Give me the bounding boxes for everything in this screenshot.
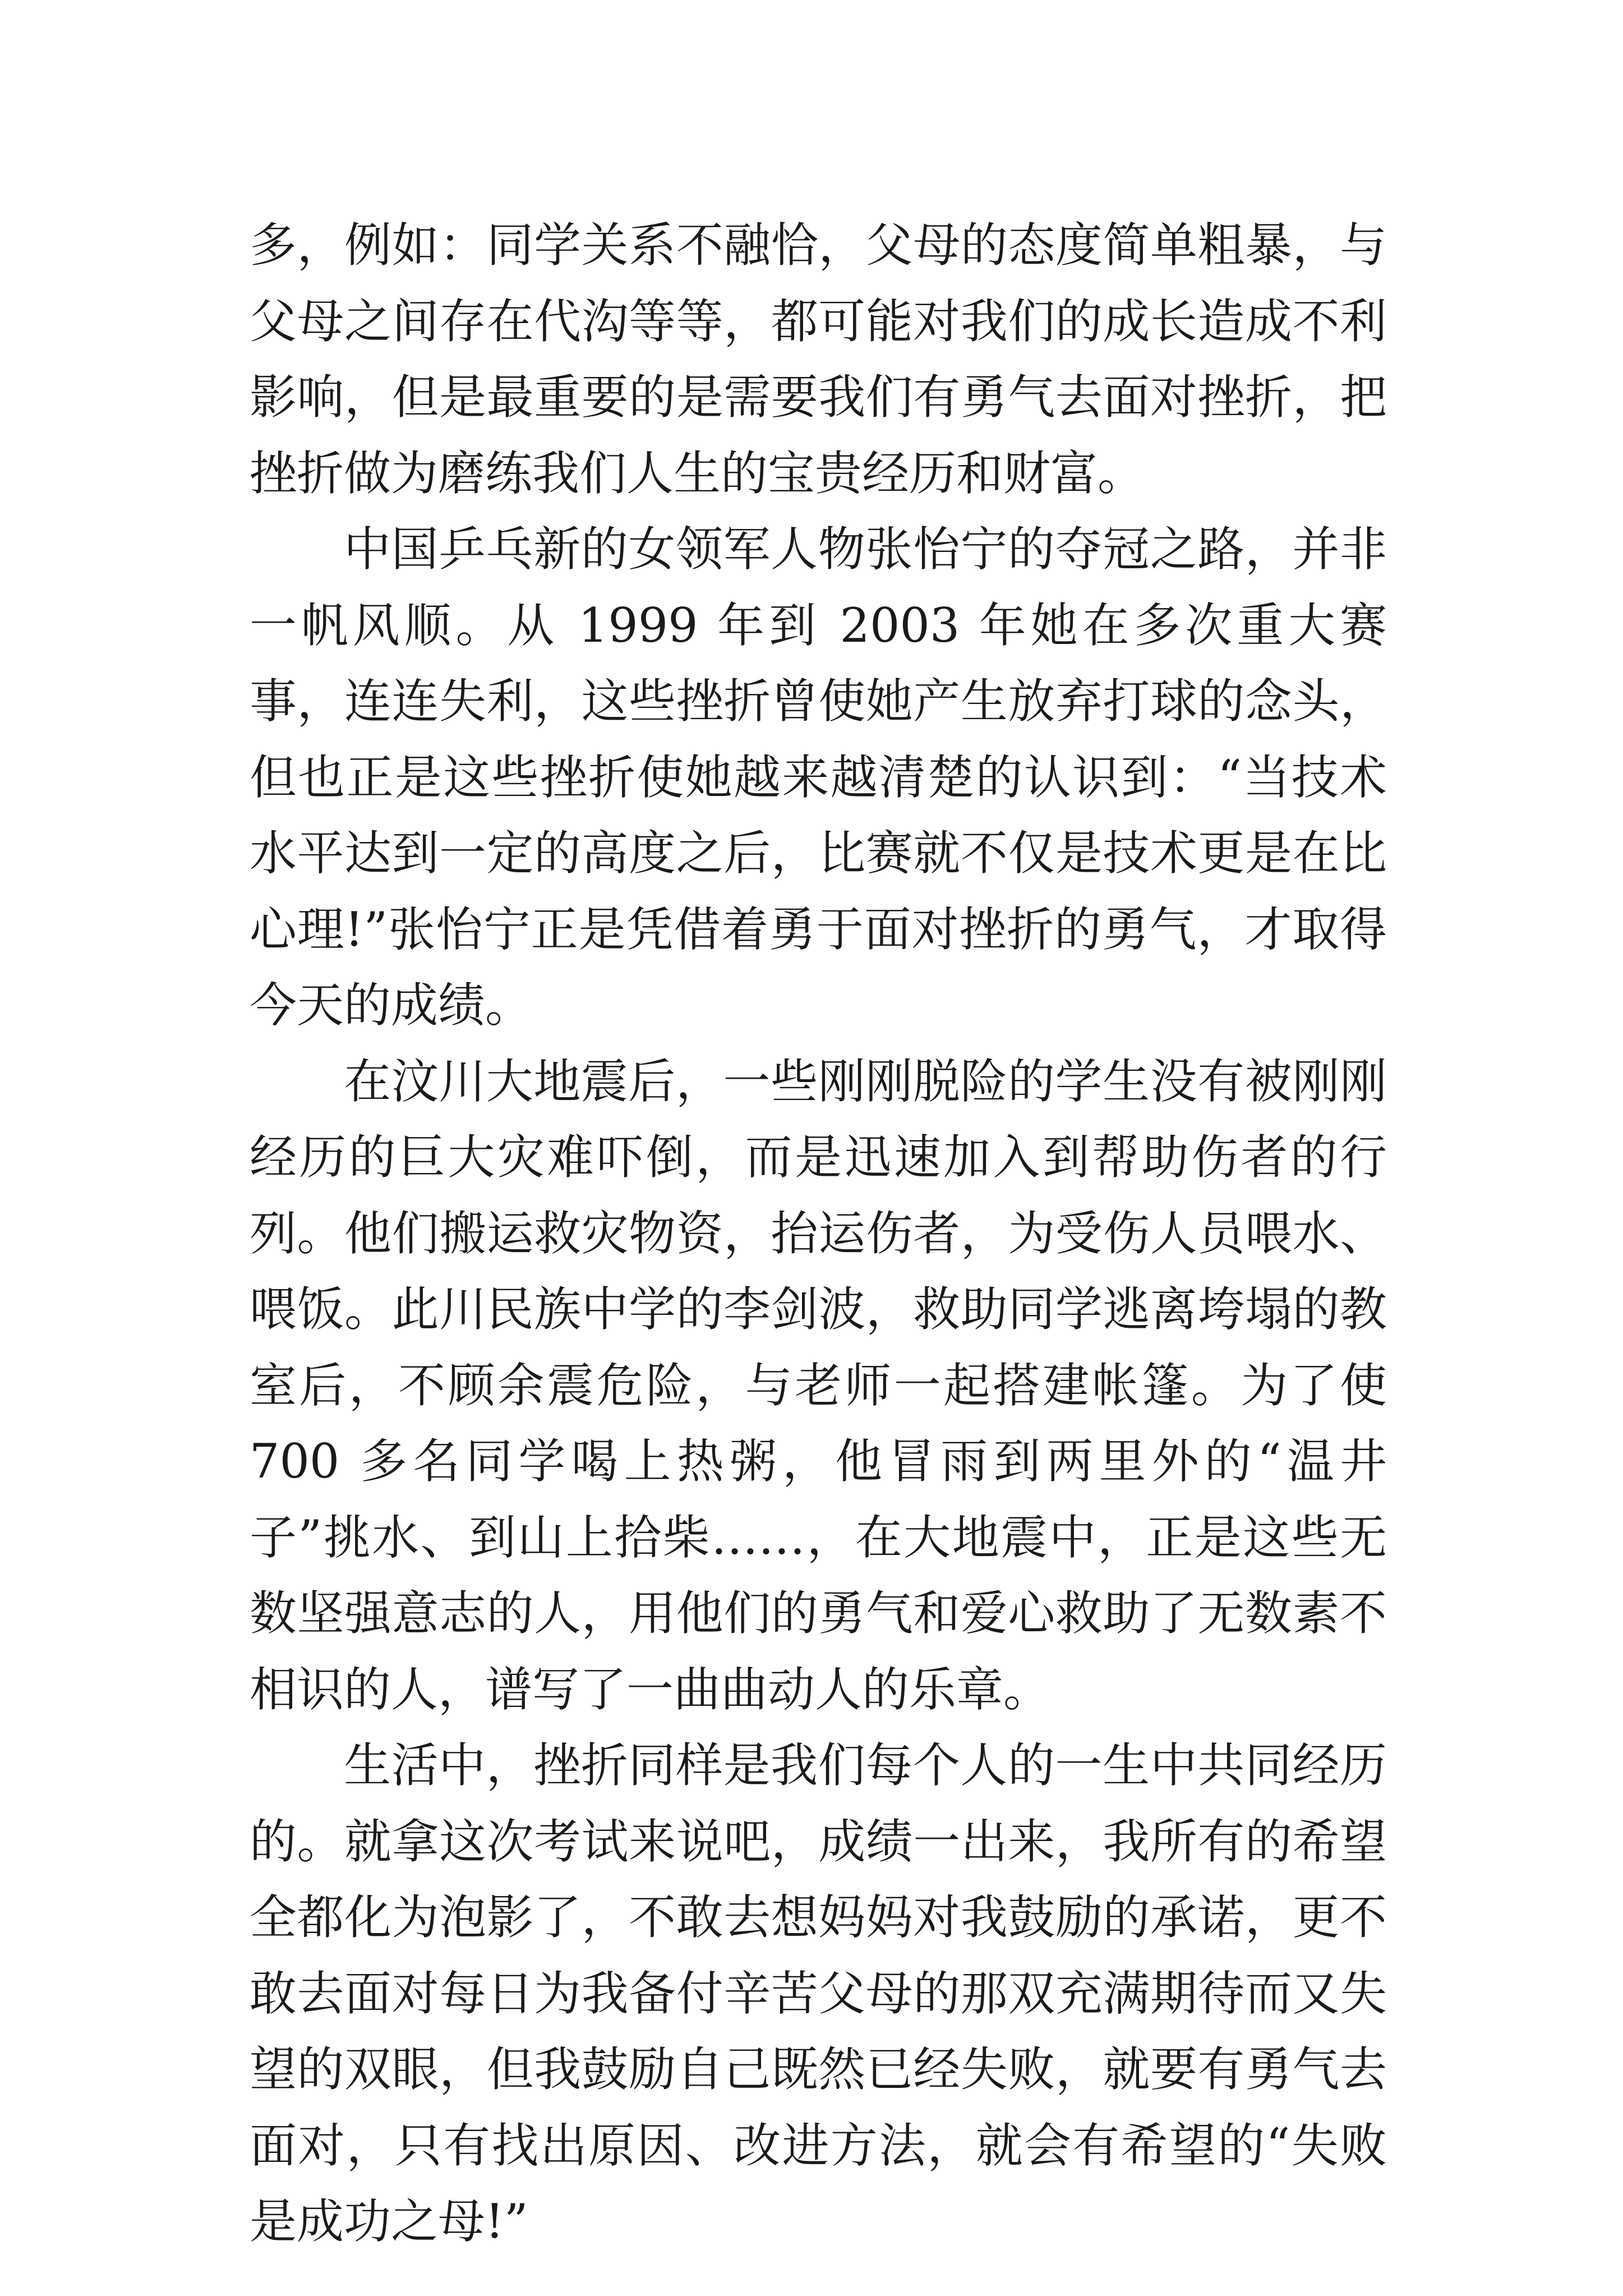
paragraph-4: 生活中，挫折同样是我们每个人的一生中共同经历的。就拿这次考试来说吧，成绩一出来，我所有的希望全都化为泡影了，不敢去想妈妈对我鼓励的承诺，更不敢去面对每日为我备付辛苦父母的那双充满期待而又失望的双眼，但我鼓励自己既然已经失败，就要有勇气去面对，只有找出原因、改进方法，就会有希望的“失败是成功之母!”: [250, 1738, 1387, 2249]
paragraph-1: 多，例如：同学关系不融恰，父母的态度简单粗暴，与父母之间存在代沟等等，都可能对我们的成长造成不利影响，但是最重要的是需要我们有勇气去面对挫折，把挫折做为磨练我们人生的宝贵经历和财富。: [250, 218, 1387, 501]
document-body: [250, 208, 1387, 2260]
paragraph-3: 在汶川大地震后，一些刚刚脱险的学生没有被刚刚经历的巨大灾难吓倒，而是迅速加入到帮助伤者的行列。他们搬运救灾物资，抬运伤者，为受伤人员喂水、喂饭。此川民族中学的李剑波，救助同学逃离垮塌的教室后，不顾余震危险，与老师一起搭建帐篷。为了使 700 多名同学喝上热粥，他冒雨到两里外的“温井子”挑水、到山上拾柴……，在大地震中，正是这些无数坚强意志的人，用他们的勇气和爱心救助了无数素不相识的人，谱写了一曲曲动人的乐章。: [250, 1053, 1387, 1717]
paragraph-2: 中国乒乓新的女领军人物张怡宁的夺冠之路，并非一帆风顺。从 1999 年到 2003 年她在多次重大赛事，连连失利，这些挫折曾使她产生放弃打球的念头，但也正是这些挫折使她越来越清楚的认识到：“当技术水平达到一定的高度之后，比赛就不仅是技术更是在比心理!”张怡宁正是凭借着勇于面对挫折的勇气，才取得今天的成绩。: [250, 522, 1387, 1033]
